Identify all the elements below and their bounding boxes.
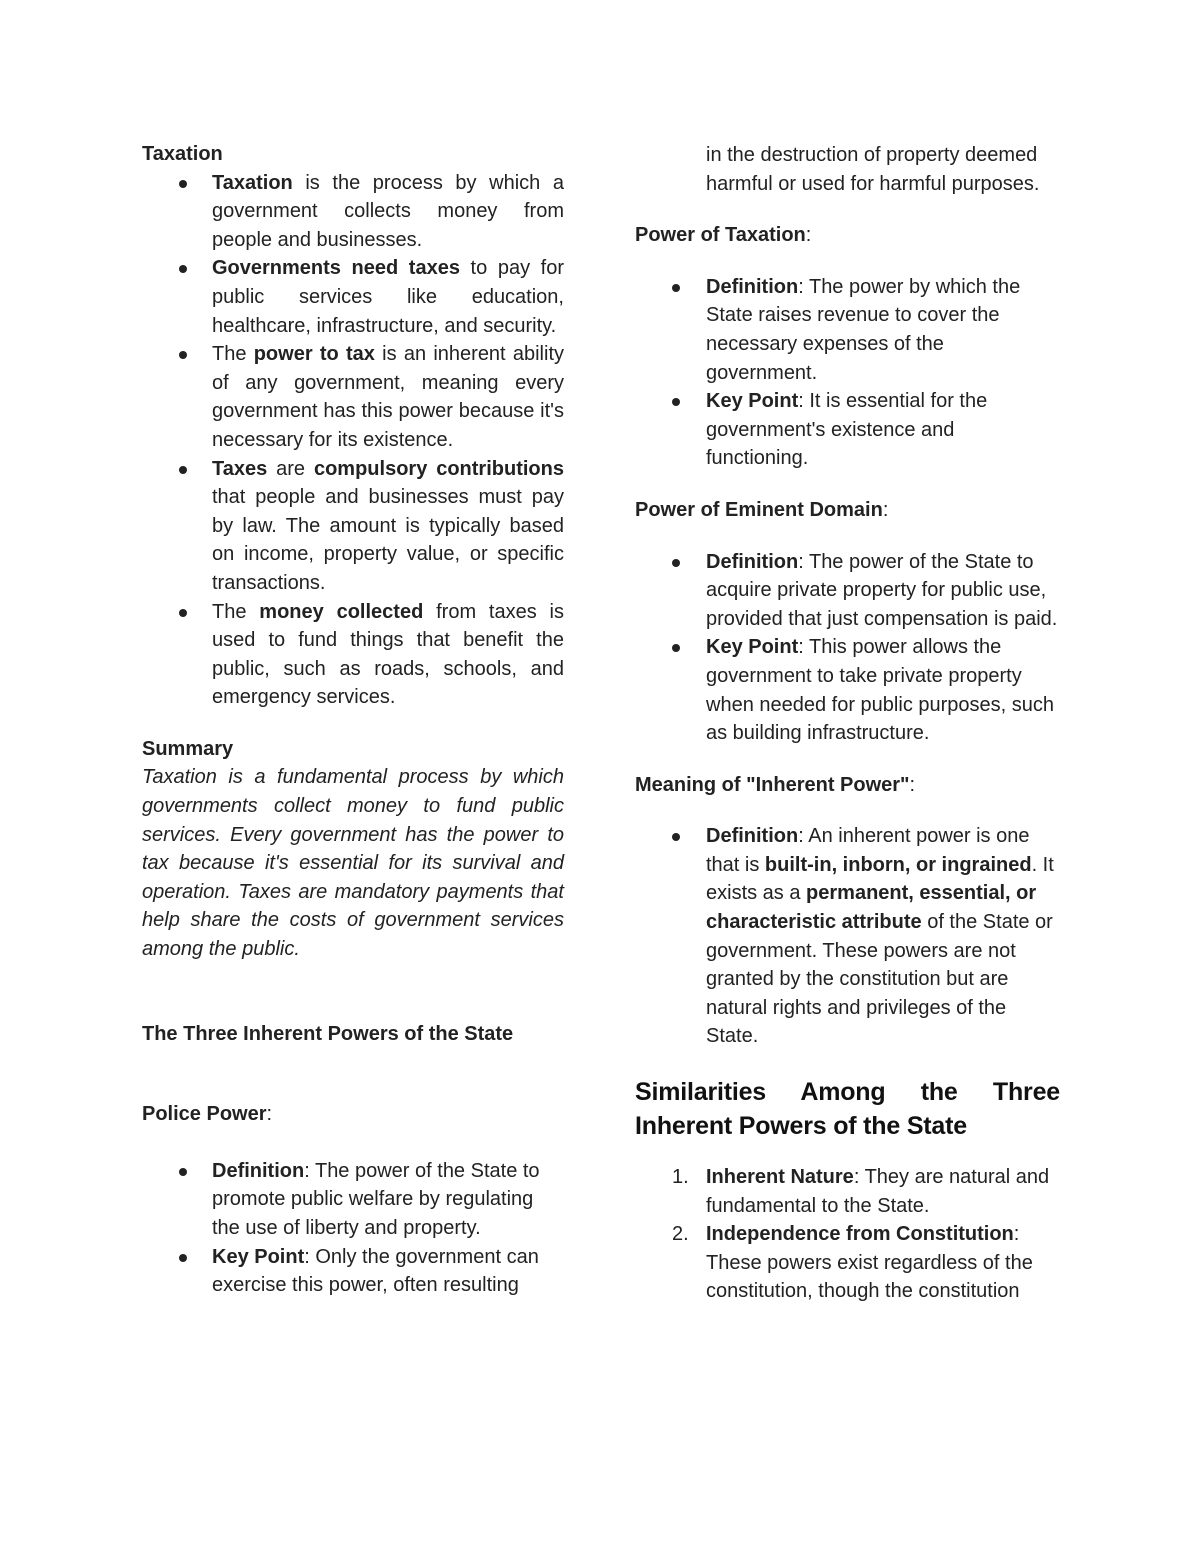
heading-label: Meaning of "Inherent Power"	[635, 773, 910, 796]
bold-term: money collected	[259, 600, 424, 623]
bullet-icon	[179, 466, 187, 474]
item-text: of the State or government. These powers are not granted by the constitution but are natural rights and privileges of the State.	[706, 911, 1053, 1048]
police-power-list	[142, 1157, 564, 1300]
bold-term: permanent, essential, or characteristic attribute	[706, 882, 1037, 934]
heading-colon: :	[266, 1103, 273, 1126]
bullet-icon	[179, 265, 187, 273]
item-text: : This power allows the government to take private property when needed for public purposes, such as building infrastructure.	[706, 636, 1055, 745]
item-text: : The power of the State to acquire private property for public use, provided that just compensation is paid.	[706, 550, 1058, 630]
bold-term: Key Point	[212, 1245, 305, 1268]
item-text: are	[267, 457, 314, 480]
list-item	[142, 598, 564, 712]
bold-term: Definition	[706, 550, 799, 573]
left-column	[142, 140, 564, 1300]
bold-term: compulsory contributions	[313, 457, 564, 480]
item-text: : They are natural and fundamental to the State.	[706, 1166, 1050, 1217]
bold-term: Definition	[706, 825, 799, 848]
list-number: 1.	[672, 1166, 689, 1189]
list-item	[635, 822, 1060, 1051]
summary-heading: Summary	[142, 737, 234, 760]
bold-term: built-in, inborn, or ingrained	[764, 853, 1032, 876]
heading-colon: :	[805, 224, 812, 247]
list-item	[635, 548, 1060, 634]
taxation-power-heading	[635, 221, 1060, 250]
bold-term: Independence from Constitution	[706, 1223, 1014, 1246]
item-text: that people and businesses must pay by law. The amount is typically based on income, property value, or specific transactions.	[212, 486, 564, 594]
heading-label: Power of Taxation	[635, 224, 806, 247]
item-text: The	[212, 343, 254, 366]
list-item	[635, 1163, 1060, 1220]
bullet-icon	[672, 284, 680, 292]
item-text: : Only the government can exercise this power, often resulting	[212, 1245, 539, 1297]
heading-colon: :	[882, 498, 889, 521]
list-item	[142, 1157, 564, 1243]
bold-term: Governments need taxes	[212, 257, 460, 280]
taxation-power-list	[635, 273, 1060, 473]
heading-colon: :	[909, 773, 916, 796]
inherent-power-heading	[635, 771, 1060, 800]
bold-term: Key Point	[706, 636, 799, 659]
list-item	[142, 254, 564, 340]
inherent-power-list	[635, 822, 1060, 1051]
list-item	[142, 169, 564, 255]
summary-text: Taxation is a fundamental process by which governments collect money to fund public services. Every government has the power to tax because it's essential for its survival and operation. Taxes are mandatory payments that help share the costs of government services among the public.	[142, 766, 564, 961]
similarities-list	[635, 1163, 1060, 1306]
heading-label: Police Power	[142, 1103, 267, 1126]
eminent-domain-list	[635, 548, 1060, 748]
similarities-heading: Similarities Among the Three Inherent Powers of the State	[635, 1078, 1060, 1141]
item-text: . It exists as a	[706, 853, 1054, 905]
item-text: : The power by which the State raises revenue to cover the necessary expenses of the government.	[706, 275, 1021, 384]
bold-term: Inherent Nature	[706, 1166, 854, 1189]
bullet-icon	[672, 559, 680, 567]
bullet-icon	[179, 609, 187, 617]
taxation-list	[142, 169, 564, 712]
item-text: The	[212, 600, 260, 623]
list-item	[142, 340, 564, 454]
bullet-icon	[179, 1254, 187, 1262]
item-text: : These powers exist regardless of the constitution, though the constitution	[706, 1223, 1033, 1303]
bold-term: Taxes	[212, 457, 268, 480]
item-text: : An inherent power is one that is	[706, 825, 1030, 876]
bullet-icon	[672, 833, 680, 841]
bold-term: Definition	[706, 275, 799, 298]
bullet-icon	[672, 398, 680, 406]
bullet-icon	[179, 180, 187, 188]
item-text: : It is essential for the government's existence and functioning.	[706, 390, 988, 470]
heading-label: Power of Eminent Domain	[635, 498, 883, 521]
list-item	[635, 633, 1060, 747]
continued-text: in the destruction of property deemed harmful or used for harmful purposes.	[706, 144, 1040, 195]
list-item	[635, 387, 1060, 473]
bold-term: power to tax	[253, 343, 375, 366]
list-item	[142, 1243, 564, 1300]
item-text: to pay for public services like education, healthcare, infrastructure, and security.	[212, 257, 565, 337]
item-text: is an inherent ability of any government, meaning every government has this power because it's necessary for its existence.	[212, 343, 564, 451]
bold-term: Definition	[212, 1159, 305, 1182]
taxation-heading: Taxation	[142, 143, 223, 165]
list-item	[142, 455, 564, 598]
list-number: 2.	[672, 1223, 689, 1246]
police-power-heading	[142, 1100, 564, 1129]
bold-term: Taxation	[212, 171, 293, 194]
item-text: : The power of the State to promote public welfare by regulating the use of liberty and property.	[212, 1159, 540, 1239]
bullet-icon	[179, 351, 187, 359]
list-item	[635, 273, 1060, 387]
three-powers-heading: The Three Inherent Powers of the State	[142, 1022, 514, 1045]
item-text: is the process by which a government collects money from people and businesses.	[212, 171, 564, 251]
bold-term: Key Point	[706, 390, 799, 413]
list-item	[635, 1220, 1060, 1306]
item-text: from taxes is used to fund things that benefit the public, such as roads, schools, and emergency services.	[212, 600, 564, 709]
bullet-icon	[179, 1168, 187, 1176]
right-column	[635, 141, 1060, 1306]
bullet-icon	[672, 644, 680, 652]
eminent-domain-heading	[635, 496, 1060, 525]
